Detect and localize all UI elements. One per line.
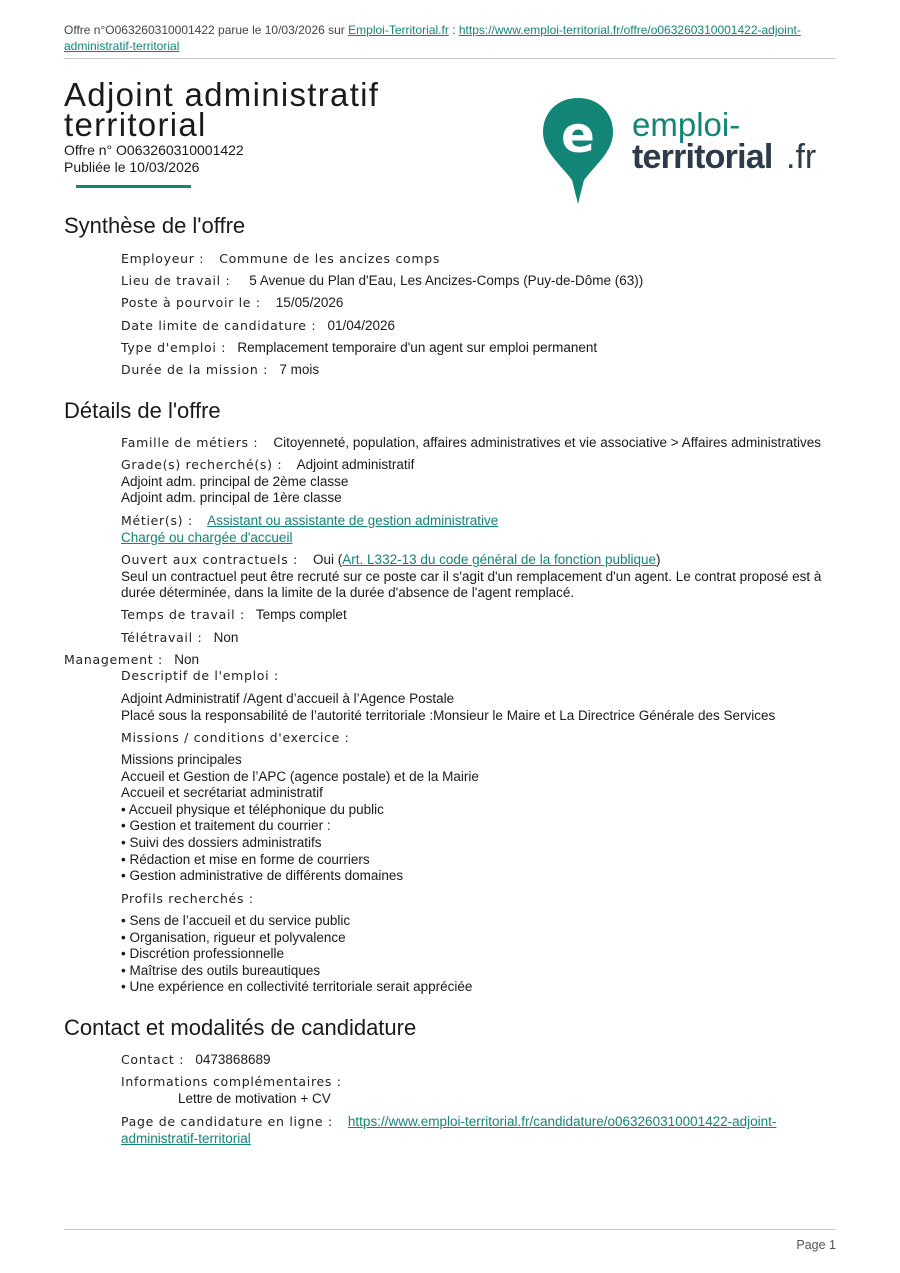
field-grade <box>121 457 836 507</box>
temps-value: Temps complet <box>255 607 347 622</box>
field-metier <box>121 513 836 546</box>
offer-number: Offre n° O063260310001422 <box>64 142 244 158</box>
contract-value-close: ) <box>656 552 661 567</box>
grade-value-2: Adjoint adm. principal de 2ème classe <box>121 473 349 489</box>
poste-value: 15/05/2026 <box>275 295 344 310</box>
descriptif-line: Adjoint Administratif /Agent d’accueil à l’Agence Postale <box>121 691 455 706</box>
missions-text <box>121 752 836 885</box>
mission-line: Accueil et Gestion de l’APC (agence postale) et de la Mairie <box>121 768 479 784</box>
famille-value: Citoyenneté, population, affaires administratives et vie associative > Affaires administratives <box>273 435 822 450</box>
temps-label: Temps de travail : <box>121 607 245 622</box>
contact-phone: 0473868689 <box>195 1052 271 1067</box>
metier-label: Métier(s) : <box>121 513 193 528</box>
mission-line: Accueil et secrétariat administratif <box>121 785 323 801</box>
title-line-1: Adjoint administratif <box>64 76 380 113</box>
header-prefix: Offre n°O063260310001422 parue le 10/03/2026 sur <box>64 23 345 37</box>
field-profils <box>121 891 836 908</box>
header-divider <box>64 58 836 59</box>
descriptif-label: Descriptif de l'emploi : <box>121 668 279 683</box>
candidature-label: Page de candidature en ligne : <box>121 1114 333 1129</box>
profil-line: • Organisation, rigueur et polyvalence <box>121 929 346 945</box>
info-value: Lettre de motivation + CV <box>178 1090 331 1106</box>
details-heading: Détails de l'offre <box>64 398 221 423</box>
employer-value: Commune de les ancizes comps <box>219 251 441 266</box>
logo-badge-letter: e <box>561 106 595 164</box>
type-label: Type d'emploi : <box>121 340 227 355</box>
title-line-2: territorial <box>64 106 207 143</box>
teletravail-value: Non <box>213 630 239 645</box>
logo-word-fr: .fr <box>786 138 817 176</box>
lieu-value: 5 Avenue du Plan d'Eau, Les Ancizes-Comps (Puy-de-Dôme (63)) <box>249 273 644 288</box>
lieu-label: Lieu de travail : <box>121 273 231 288</box>
grade-value-1: Adjoint administratif <box>296 457 415 472</box>
emploi-territorial-logo <box>540 96 830 206</box>
mission-line: • Accueil physique et téléphonique du public <box>121 801 384 817</box>
contact-heading: Contact et modalités de candidature <box>64 1015 417 1040</box>
mission-line: Missions principales <box>121 752 242 767</box>
field-info <box>121 1074 836 1107</box>
famille-label: Famille de métiers : <box>121 435 259 450</box>
field-contact <box>121 1052 836 1069</box>
field-duree <box>121 362 836 379</box>
contract-value: Oui ( <box>313 552 343 567</box>
title-accent-bar <box>76 185 191 188</box>
field-descriptif <box>121 668 836 685</box>
profils-text <box>121 913 836 996</box>
teletravail-label: Télétravail : <box>121 630 203 645</box>
field-date-limite <box>121 318 836 335</box>
profil-line: • Maîtrise des outils bureautiques <box>121 962 321 978</box>
profil-line: • Sens de l’accueil et du service public <box>121 913 351 928</box>
profil-line: • Une expérience en collectivité territoriale serait appréciée <box>121 979 473 995</box>
publication-date: Publiée le 10/03/2026 <box>64 159 200 175</box>
page-number: Page 1 <box>796 1238 836 1252</box>
employer-label: Employeur : <box>121 251 205 266</box>
metier-link-accueil[interactable]: Chargé ou chargée d'accueil <box>121 529 293 545</box>
profils-label: Profils recherchés : <box>121 891 254 906</box>
logo-word-territorial: territorial <box>632 138 773 176</box>
contract-note: Seul un contractuel peut être recruté sur ce poste car il s'agit d'un remplacement d'un agent. Le contrat proposé est à durée déterminée, dans la limite de la durée d'absence de l'agent remplacé. <box>121 568 822 601</box>
field-poste <box>121 295 836 312</box>
field-employer <box>121 251 836 268</box>
header-separator: : <box>452 23 456 37</box>
page-title <box>64 76 484 143</box>
poste-label: Poste à pourvoir le : <box>121 295 261 310</box>
metier-link-assistant[interactable]: Assistant ou assistante de gestion administrative <box>207 513 499 528</box>
field-candidature <box>121 1114 836 1147</box>
logo-word-emploi: emploi- <box>632 106 741 143</box>
missions-label: Missions / conditions d'exercice : <box>121 730 350 745</box>
date-label: Date limite de candidature : <box>121 318 317 333</box>
grade-value-3: Adjoint adm. principal de 1ère classe <box>121 490 342 506</box>
candidature-link[interactable]: https://www.emploi-territorial.fr/candidature/o063260310001422-adjoint-administratif-territorial <box>121 1114 777 1146</box>
field-contractuels <box>121 552 836 602</box>
synthese-heading: Synthèse de l'offre <box>64 213 246 238</box>
info-label: Informations complémentaires : <box>121 1074 342 1089</box>
contact-label: Contact : <box>121 1052 185 1067</box>
field-missions <box>121 730 836 747</box>
profil-line: • Discrétion professionnelle <box>121 946 285 962</box>
type-value: Remplacement temporaire d'un agent sur emploi permanent <box>237 340 598 355</box>
date-value: 01/04/2026 <box>327 318 396 333</box>
contract-label: Ouvert aux contractuels : <box>121 552 299 567</box>
mission-line: • Rédaction et mise en forme de courriers <box>121 851 370 867</box>
management-value: Non <box>174 652 199 667</box>
field-teletravail <box>121 630 836 647</box>
site-name-link[interactable]: Emploi-Territorial.fr <box>348 23 449 37</box>
mission-line: • Gestion et traitement du courrier : <box>121 818 331 834</box>
duree-label: Durée de la mission : <box>121 362 269 377</box>
field-lieu <box>121 273 836 290</box>
document-header <box>64 22 836 54</box>
descriptif-text <box>121 691 836 724</box>
grade-label: Grade(s) recherché(s) : <box>121 457 283 472</box>
offer-url-link[interactable]: https://www.emploi-territorial.fr/offre/o063260310001422-adjoint-administratif-territorial <box>64 23 801 53</box>
contract-law-link[interactable]: Art. L332-13 du code général de la fonction publique <box>342 552 657 567</box>
footer-divider <box>64 1229 836 1230</box>
field-management <box>64 652 779 669</box>
mission-line: • Gestion administrative de différents domaines <box>121 868 404 884</box>
management-label: Management : <box>64 652 163 667</box>
duree-value: 7 mois <box>279 362 320 377</box>
field-type-emploi <box>121 340 836 357</box>
descriptif-line: Placé sous la responsabilité de l’autorité territoriale :Monsieur le Maire et La Directrice Générale des Services <box>121 707 776 723</box>
field-famille <box>121 435 836 452</box>
mission-line: • Suivi des dossiers administratifs <box>121 834 322 850</box>
field-temps <box>121 607 836 624</box>
